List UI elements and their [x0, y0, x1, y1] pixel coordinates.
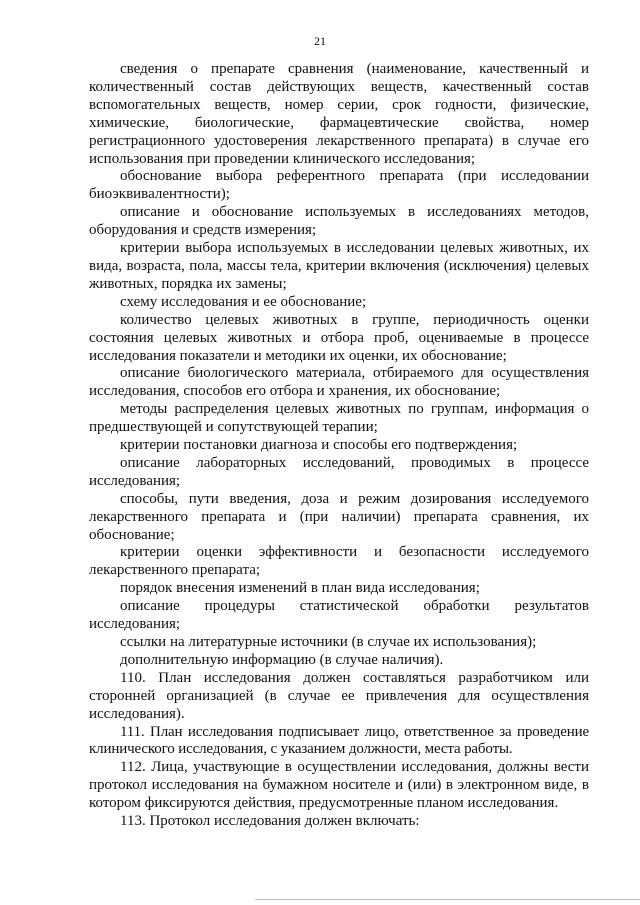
paragraph-group-allocation: методы распределения целевых животных по группам, информация о предшествующей и сопутствующей терапии;	[89, 401, 589, 436]
page-number: 21	[314, 34, 326, 48]
paragraph-section-111: 111. План исследования подписывает лицо, ответственное за проведение клинического исследования, с указанием должности, места работы.	[89, 723, 589, 758]
bottom-edge-divider	[255, 899, 640, 900]
paragraph-section-110: 110. План исследования должен составляться разработчиком или сторонней организацией (в случае ее привлечения для осуществления исследования).	[89, 669, 589, 722]
paragraph-additional-information: дополнительную информацию (в случае наличия).	[120, 651, 444, 668]
paragraph-section-113: 113. Протокол исследования должен включать:	[120, 813, 420, 830]
paragraph-laboratory-tests: описание лабораторных исследований, проводимых в процессе исследования;	[89, 454, 589, 489]
paragraph-group-size-assessment: количество целевых животных в группе, периодичность оценки состояния целевых животных и отбора проб, оцениваемые в процессе исследования показатели и методики их оценки, их обоснование;	[89, 311, 589, 364]
paragraph-reference-drug-rationale: обоснование выбора референтного препарата (при исследовании биоэквивалентности);	[89, 168, 589, 203]
paragraph-diagnosis-criteria: критерии постановки диагноза и способы его подтверждения;	[120, 437, 518, 454]
paragraph-literature-references: ссылки на литературные источники (в случае их использования);	[120, 634, 537, 650]
paragraph-study-scheme: схему исследования и ее обоснование;	[120, 293, 367, 310]
paragraph-section-112: 112. Лица, участвующие в осуществлении исследования, должны вести протокол исследования на бумажном носителе и (или) в электронном виде, в котором фиксируются действия, предусмотренные планом исследования.	[89, 759, 589, 812]
paragraph-dosing-regimen: способы, пути введения, доза и режим дозирования исследуемого лекарственного препарата и (при наличии) препарата сравнения, их обоснование;	[89, 490, 589, 543]
paragraph-plan-amendments: порядок внесения изменений в план вида исследования;	[120, 580, 480, 597]
paragraph-methods-equipment: описание и обоснование используемых в исследованиях методов, оборудования и средств измерения;	[89, 204, 589, 239]
paragraph-statistical-processing: описание процедуры статистической обработки результатов исследования;	[89, 598, 589, 633]
paragraph-animal-selection-criteria: критерии выбора используемых в исследовании целевых животных, их вида, возраста, пола, массы тела, критерии включения (исключения) целевых животных, порядка их замены;	[89, 240, 589, 292]
paragraph-biological-material: описание биологического материала, отбираемого для осуществления исследования, способов его отбора и хранения, их обоснование;	[89, 365, 589, 400]
paragraph-efficacy-safety-criteria: критерии оценки эффективности и безопасности исследуемого лекарственного препарата;	[89, 544, 589, 579]
paragraph-comparator-info: сведения о препарате сравнения (наименование, качественный и количественный состав действующих веществ, качественный состав вспомогательных веществ, номер серии, срок годности, физические, химические, биологические, фармацевтические свойства, номер регистрационного удостоверения лекарственного препарата) в случае его использования при проведении клинического исследования;	[89, 61, 589, 167]
document-body	[89, 61, 589, 831]
